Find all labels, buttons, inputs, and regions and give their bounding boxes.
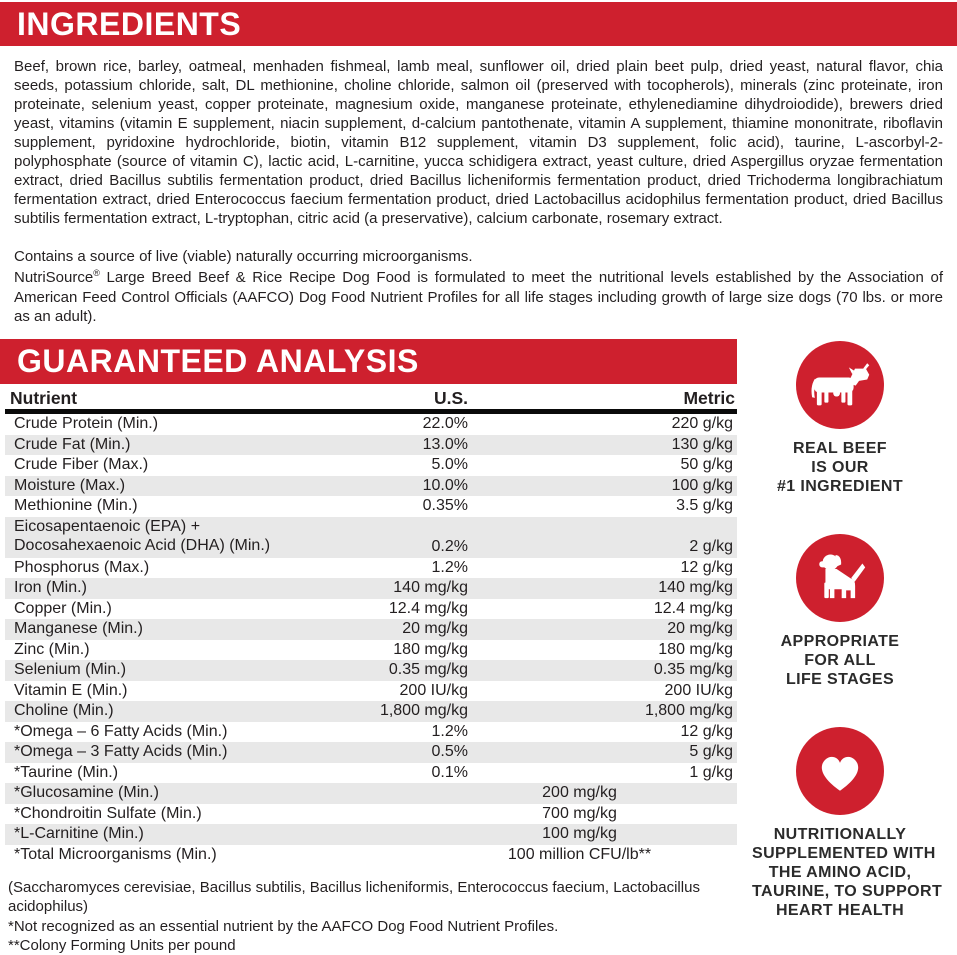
guaranteed-analysis-header-band bbox=[0, 339, 737, 384]
metric-value-cell: 200 IU/kg bbox=[664, 681, 733, 699]
nutrient-name-cell: *Taurine (Min.) bbox=[14, 763, 119, 781]
metric-value-cell: 180 mg/kg bbox=[658, 640, 733, 658]
nutrient-name-cell: Choline (Min.) bbox=[14, 702, 114, 720]
nutrient-name-cell: *Omega – 6 Fatty Acids (Min.) bbox=[14, 722, 228, 740]
table-row bbox=[5, 640, 737, 661]
us-value-cell: 0.5% bbox=[431, 743, 468, 761]
us-value-cell: 140 mg/kg bbox=[393, 579, 468, 597]
ingredients-list-text: Beef, brown rice, barley, oatmeal, menhaden fishmeal, lamb meal, sunflower oil, dried plain beet pulp, dried yeast, natural flavor, chia seeds, potassium chloride, salt, DL methionine, choline chloride, salmon oil (preserved with tocopherols), minerals (zinc proteinate, iron proteinate, selenium yeast, copper proteinate, magnesium oxide, manganese proteinate, ethylenediamine dihydroiodide), brewers dried yeast, vitamins (vitamin E supplement, niacin supplement, d-calcium pantothenate, vitamin A supplement, thiamine mononitrate, riboflavin supplement, pyridoxine hydrochloride, biotin, vitamin B12 supplement, vitamin D3 supplement, folic acid), taurine, L-ascorbyl-2-polyphosphate (source of vitamin C), lactic acid, L-carnitine, yucca schidigera extract, yeast culture, dried Aspergillus oryzae fermentation extract, dried Bacillus subtilis fermentation product, dried Bacillus licheniformis fermentation product, dried Trichoderma longibrachiatum fermentation extract, dried Enterococcus faecium fermentation product, dried Lactobacillus acidophilus fermentation product, dried Bacillus subtilis fermentation extract, L-tryptophan, citric acid (a preservative), calcium carbonate, rosemary extract. bbox=[14, 58, 943, 227]
table-row bbox=[5, 763, 737, 784]
metric-value-cell: 2 g/kg bbox=[689, 537, 733, 555]
badge-text-line: LIFE STAGES bbox=[785, 671, 895, 688]
us-value-cell: 10.0% bbox=[422, 476, 468, 494]
dog-icon bbox=[796, 534, 884, 622]
table-row bbox=[5, 804, 737, 825]
contains-statement: Contains a source of live (viable) naturally occurring microorganisms. bbox=[14, 248, 473, 265]
table-row bbox=[5, 660, 737, 681]
column-header-us: U.S. bbox=[433, 388, 468, 408]
nutrient-name-cell: Copper (Min.) bbox=[14, 599, 112, 617]
nutrient-name-cell: *Chondroitin Sulfate (Min.) bbox=[14, 804, 202, 822]
nutrient-name-cell: Selenium (Min.) bbox=[14, 661, 127, 679]
table-row bbox=[5, 476, 737, 497]
aafco-statement bbox=[14, 268, 943, 327]
metric-value-cell: 12.4 mg/kg bbox=[653, 599, 733, 617]
metric-value-cell: 1,800 mg/kg bbox=[644, 702, 733, 720]
nutrient-name-cell: Crude Protein (Min.) bbox=[14, 415, 159, 433]
table-header-row bbox=[5, 386, 737, 414]
badge-text-line: THE AMINO ACID, bbox=[768, 864, 912, 881]
column-header-metric: Metric bbox=[683, 388, 735, 408]
table-row bbox=[5, 619, 737, 640]
nutrient-name-cell: Crude Fiber (Max.) bbox=[14, 456, 149, 474]
us-value-cell: 13.0% bbox=[422, 435, 468, 453]
table-row bbox=[5, 435, 737, 456]
badge-all-life-stages bbox=[752, 534, 928, 689]
table-row bbox=[5, 455, 737, 476]
metric-value-cell: 50 g/kg bbox=[680, 456, 733, 474]
nutrient-name-cell: Eicosapentaenoic (EPA) + Docosahexaenoic Acid (DHA) (Min.) bbox=[14, 517, 271, 554]
badge-text-line: APPROPRIATE bbox=[780, 633, 900, 650]
us-value-cell: 1,800 mg/kg bbox=[379, 702, 468, 720]
metric-value-cell: 0.35 mg/kg bbox=[653, 661, 733, 679]
nutrient-name-cell: *Glucosamine (Min.) bbox=[14, 784, 159, 802]
table-row bbox=[5, 599, 737, 620]
badge-all-life-stages-text bbox=[752, 632, 928, 689]
badge-text-line: TAURINE, TO SUPPORT bbox=[752, 883, 943, 900]
table-row bbox=[5, 845, 737, 866]
registered-trademark-mark: ® bbox=[93, 268, 100, 278]
nutrient-name-cell: Zinc (Min.) bbox=[14, 640, 90, 658]
nutrient-name-cell: Methionine (Min.) bbox=[14, 497, 138, 515]
nutrient-name-cell: Iron (Min.) bbox=[14, 579, 87, 597]
badge-text-line: IS OUR bbox=[811, 459, 869, 476]
badge-text-line: HEART HEALTH bbox=[775, 902, 905, 919]
nutrient-name-cell: *Omega – 3 Fatty Acids (Min.) bbox=[14, 743, 228, 761]
metric-value-cell: 130 g/kg bbox=[671, 435, 733, 453]
metric-value-cell: 140 mg/kg bbox=[658, 579, 733, 597]
microorganisms-species-note: (Saccharomyces cerevisiae, Bacillus subtilis, Bacillus licheniformis, Enterococcus faecium, Lactobacillus acidophilus) bbox=[8, 879, 700, 916]
nutrient-name-cell: Manganese (Min.) bbox=[14, 620, 143, 638]
nutrient-name-cell: Crude Fat (Min.) bbox=[14, 435, 131, 453]
metric-value-cell: 1 g/kg bbox=[689, 763, 733, 781]
metric-value-cell: 5 g/kg bbox=[689, 743, 733, 761]
table-row bbox=[5, 496, 737, 517]
column-header-nutrient: Nutrient bbox=[10, 388, 78, 408]
metric-value-cell: 12 g/kg bbox=[680, 558, 733, 576]
combined-value-cell: 200 mg/kg bbox=[542, 784, 617, 802]
footnotes bbox=[8, 878, 724, 955]
heart-icon bbox=[796, 727, 884, 815]
us-value-cell: 22.0% bbox=[422, 415, 468, 433]
badge-text-line: REAL BEEF bbox=[793, 440, 887, 457]
ingredients-header-band bbox=[0, 2, 957, 46]
us-value-cell: 0.2% bbox=[431, 537, 468, 555]
badge-text-line: SUPPLEMENTED WITH bbox=[752, 845, 936, 862]
badge-text-line: NUTRITIONALLY bbox=[773, 826, 907, 843]
table-row bbox=[5, 681, 737, 702]
combined-value-cell: 100 mg/kg bbox=[542, 825, 617, 843]
nutrient-name-cell: *Total Microorganisms (Min.) bbox=[14, 845, 217, 863]
aafco-statement-text: Large Breed Beef & Rice Recipe Dog Food is formulated to meet the nutritional levels established by the Association of American Feed Control Officials (AAFCO) Dog Food Nutrient Profiles for all life stages including growth of large size dogs (70 lbs. or more as an adult). bbox=[14, 269, 943, 325]
badge-heart-health-text bbox=[752, 825, 943, 920]
table-row bbox=[5, 578, 737, 599]
double-asterisk-note: **Colony Forming Units per pound bbox=[8, 936, 236, 954]
us-value-cell: 1.2% bbox=[431, 558, 468, 576]
guaranteed-analysis-table bbox=[5, 414, 737, 865]
combined-value-cell: 100 million CFU/lb** bbox=[507, 845, 652, 863]
metric-value-cell: 12 g/kg bbox=[680, 722, 733, 740]
nutrient-name-cell: Vitamin E (Min.) bbox=[14, 681, 128, 699]
badge-real-beef bbox=[752, 341, 928, 496]
asterisk-note: *Not recognized as an essential nutrient by the AAFCO Dog Food Nutrient Profiles. bbox=[8, 917, 559, 935]
badge-real-beef-text bbox=[752, 439, 928, 496]
metric-value-cell: 100 g/kg bbox=[671, 476, 733, 494]
badge-text-line: #1 INGREDIENT bbox=[776, 478, 904, 495]
guaranteed-analysis-title: GUARANTEED ANALYSIS bbox=[17, 343, 419, 379]
us-value-cell: 180 mg/kg bbox=[393, 640, 468, 658]
badge-text-line: FOR ALL bbox=[804, 652, 876, 669]
us-value-cell: 0.1% bbox=[431, 763, 468, 781]
ingredients-title: INGREDIENTS bbox=[17, 6, 242, 42]
table-row bbox=[5, 701, 737, 722]
us-value-cell: 0.35% bbox=[422, 497, 468, 515]
combined-value-cell: 700 mg/kg bbox=[542, 804, 617, 822]
table-row bbox=[5, 558, 737, 579]
us-value-cell: 5.0% bbox=[431, 456, 468, 474]
table-row bbox=[5, 824, 737, 845]
us-value-cell: 12.4 mg/kg bbox=[388, 599, 468, 617]
table-row bbox=[5, 783, 737, 804]
us-value-cell: 1.2% bbox=[431, 722, 468, 740]
nutrient-name-cell: Phosphorus (Max.) bbox=[14, 558, 150, 576]
us-value-cell: 200 IU/kg bbox=[399, 681, 468, 699]
badge-heart-health bbox=[752, 727, 943, 920]
cow-icon bbox=[796, 341, 884, 429]
metric-value-cell: 20 mg/kg bbox=[667, 620, 733, 638]
table-row bbox=[5, 722, 737, 743]
us-value-cell: 20 mg/kg bbox=[402, 620, 468, 638]
metric-value-cell: 3.5 g/kg bbox=[676, 497, 733, 515]
brand-name: NutriSource bbox=[14, 269, 94, 286]
nutrient-name-cell: Moisture (Max.) bbox=[14, 476, 126, 494]
table-row bbox=[5, 517, 737, 558]
us-value-cell: 0.35 mg/kg bbox=[388, 661, 468, 679]
metric-value-cell: 220 g/kg bbox=[671, 415, 733, 433]
nutrient-name-cell: *L-Carnitine (Min.) bbox=[14, 825, 144, 843]
table-row bbox=[5, 742, 737, 763]
table-row bbox=[5, 414, 737, 435]
